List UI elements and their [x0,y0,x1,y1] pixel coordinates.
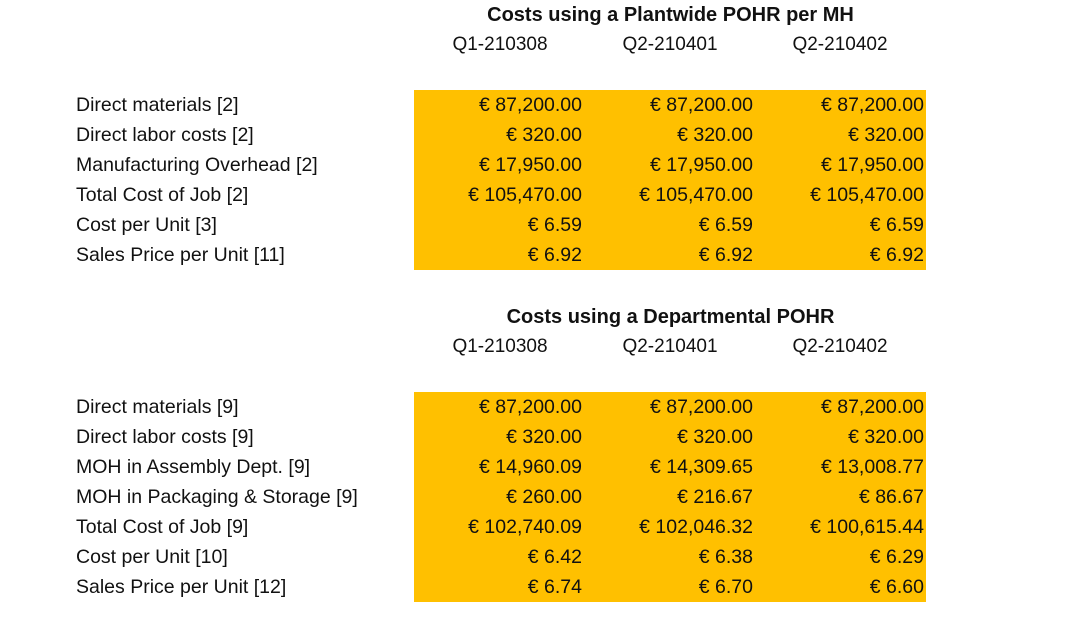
value-cell[interactable]: € 87,200.00 [649,94,753,116]
row-label: Direct materials [9] [76,396,239,418]
value-cell[interactable]: € 17,950.00 [649,154,753,176]
value-cell[interactable]: € 6.74 [527,576,582,598]
section2-row-labels [76,392,358,602]
value-cell[interactable]: € 6.42 [527,546,582,568]
value-cell[interactable]: € 320.00 [848,124,924,146]
row-label: Direct labor costs [9] [76,426,254,448]
section2-header-col3: Q2-210402 [792,336,888,357]
value-cell[interactable]: € 105,470.00 [468,184,582,206]
value-cell[interactable]: € 6.92 [869,244,924,266]
row-label: Direct materials [2] [76,94,239,116]
row-label: Total Cost of Job [9] [76,516,249,538]
value-cell[interactable]: € 6.29 [869,546,924,568]
value-cell[interactable]: € 320.00 [677,124,753,146]
row-label: Sales Price per Unit [11] [76,244,285,266]
value-cell[interactable]: € 6.70 [698,576,753,598]
value-cell[interactable]: € 87,200.00 [820,396,924,418]
value-cell[interactable]: € 14,309.65 [649,456,753,478]
value-cell[interactable]: € 216.67 [677,486,753,508]
value-cell[interactable]: € 87,200.00 [820,94,924,116]
table-row [414,180,926,210]
row-label: Manufacturing Overhead [2] [76,154,318,176]
section1-title: Costs using a Plantwide POHR per MH [487,4,854,26]
table-row [414,452,926,482]
value-cell[interactable]: € 6.92 [527,244,582,266]
row-label: Direct labor costs [2] [76,124,254,146]
table-row [414,572,926,602]
row-label: Cost per Unit [10] [76,546,228,568]
table-row [414,210,926,240]
section1-row-labels [76,90,318,270]
section1-header-col3: Q2-210402 [792,34,888,55]
value-cell[interactable]: € 102,046.32 [639,516,753,538]
value-cell[interactable]: € 86.67 [858,486,924,508]
row-label: MOH in Packaging & Storage [9] [76,486,358,508]
section1-header-col2: Q2-210401 [622,34,718,55]
section1-value-block [414,90,926,270]
value-cell[interactable]: € 320.00 [848,426,924,448]
value-cell[interactable]: € 100,615.44 [810,516,924,538]
value-cell[interactable]: € 6.59 [869,214,924,236]
value-cell[interactable]: € 6.38 [698,546,753,568]
value-cell[interactable]: € 6.60 [869,576,924,598]
table-row [414,422,926,452]
section1-header-col1: Q1-210308 [452,34,548,55]
value-cell[interactable]: € 17,950.00 [478,154,582,176]
value-cell[interactable]: € 87,200.00 [478,396,582,418]
value-cell[interactable]: € 260.00 [506,486,582,508]
value-cell[interactable]: € 6.92 [698,244,753,266]
value-cell[interactable]: € 320.00 [506,124,582,146]
value-cell[interactable]: € 102,740.09 [468,516,582,538]
value-cell[interactable]: € 13,008.77 [820,456,924,478]
table-row [414,392,926,422]
table-row [414,120,926,150]
table-row [414,542,926,572]
value-cell[interactable]: € 87,200.00 [478,94,582,116]
section2-header-col1: Q1-210308 [452,336,548,357]
value-cell[interactable]: € 105,470.00 [810,184,924,206]
value-cell[interactable]: € 14,960.09 [478,456,582,478]
row-label: MOH in Assembly Dept. [9] [76,456,311,478]
row-label: Cost per Unit [3] [76,214,217,236]
value-cell[interactable]: € 105,470.00 [639,184,753,206]
value-cell[interactable]: € 87,200.00 [649,396,753,418]
value-cell[interactable]: € 320.00 [506,426,582,448]
row-label: Total Cost of Job [2] [76,184,249,206]
section2-title: Costs using a Departmental POHR [506,306,835,328]
section2-value-block [414,392,926,602]
table-row [414,90,926,120]
table-row [414,512,926,542]
value-cell[interactable]: € 6.59 [527,214,582,236]
value-cell[interactable]: € 17,950.00 [820,154,924,176]
section2-header-col2: Q2-210401 [622,336,718,357]
table-row [414,482,926,512]
table-row [414,150,926,180]
value-cell[interactable]: € 320.00 [677,426,753,448]
row-label: Sales Price per Unit [12] [76,576,287,598]
value-cell[interactable]: € 6.59 [698,214,753,236]
table-row [414,240,926,270]
